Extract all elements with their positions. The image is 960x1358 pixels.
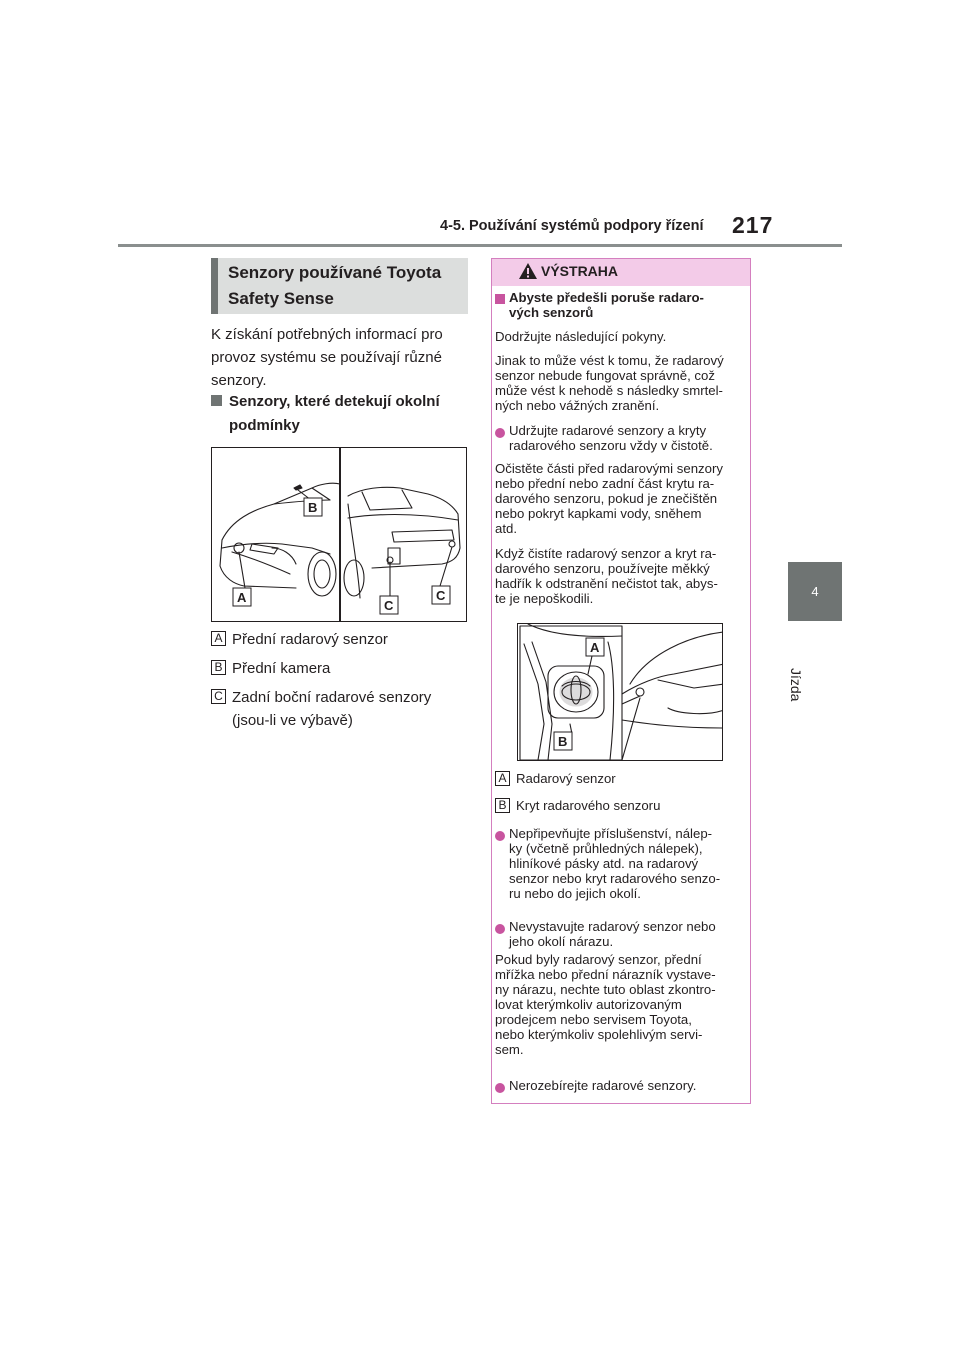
warning-text-line: ných nebo vážných zranění. bbox=[495, 398, 660, 413]
intro-paragraph: K získání potřebných informací pro provoz systému se používají různé senzory. bbox=[211, 326, 443, 389]
chapter-number: 4 bbox=[811, 584, 819, 599]
warning-text-line: ky (včetně průhledných nálepek), bbox=[509, 841, 703, 856]
warning-text-line: Nepřipevňujte příslušenství, nálep- bbox=[509, 826, 713, 841]
grille-illustration bbox=[518, 624, 723, 761]
legend-letter: B bbox=[495, 798, 510, 813]
radar-sensor-figure bbox=[517, 623, 723, 761]
warning-text-line: senzor nebo kryt radarového senzo- bbox=[509, 871, 721, 886]
section-heading-text: Senzory používané Toyota Safety Sense bbox=[228, 263, 442, 308]
legend-item bbox=[495, 771, 735, 788]
warning-text-line: Nerozebírejte radarové senzory. bbox=[509, 1078, 697, 1093]
warning-text-line: darového senzoru, pokud je znečištěn bbox=[495, 491, 718, 506]
warning-text-line: ny nárazu, nechte tuto oblast zkontro- bbox=[495, 982, 716, 997]
warning-text-line: Pokud byly radarový senzor, přední bbox=[495, 952, 702, 967]
chapter-tab bbox=[788, 562, 842, 621]
chapter-label bbox=[788, 624, 830, 702]
warning-text-line: atd. bbox=[495, 521, 517, 536]
warning-text-line: může vést k nehodě s následky smrtel- bbox=[495, 383, 723, 398]
header-rule bbox=[118, 244, 842, 247]
warning-text-line: te je nepoškodili. bbox=[495, 591, 594, 606]
callout-label: B bbox=[308, 500, 318, 515]
round-bullet-icon bbox=[495, 831, 505, 841]
round-bullet-icon bbox=[495, 428, 505, 438]
warning-text-line: hadřík k odstranění nečistot tak, abys- bbox=[495, 576, 718, 591]
warning-text-line: Očistěte části před radarovými senzory bbox=[495, 461, 723, 476]
car-sensor-figure bbox=[211, 447, 467, 622]
legend-letter: A bbox=[211, 631, 226, 646]
warning-triangle-icon bbox=[518, 262, 538, 280]
callout-label: C bbox=[384, 598, 394, 613]
warning-heading-line: Abyste předešli poruše radaro- bbox=[509, 290, 704, 305]
square-bullet-icon bbox=[495, 294, 505, 304]
legend-letter: C bbox=[211, 689, 226, 704]
legend-text: Kryt radarového senzoru bbox=[516, 798, 661, 813]
warning-text-line: prodejcem nebo servisem Toyota, bbox=[495, 1012, 692, 1027]
legend-item bbox=[495, 798, 735, 815]
warning-text-line: lovat kterýmkoliv autorizovaným bbox=[495, 997, 682, 1012]
warning-text-line: Nevystavujte radarový senzor nebo bbox=[509, 919, 716, 934]
callout-label: A bbox=[590, 640, 600, 655]
warning-text-line: nebo pokryt kapkami vody, sněhem bbox=[495, 506, 702, 521]
callout-label: C bbox=[436, 588, 446, 603]
warning-paragraph: Dodržujte následující pokyny. bbox=[495, 329, 667, 344]
warning-text-line: radarového senzoru vždy v čistotě. bbox=[509, 438, 713, 453]
warning-text-line: senzor nebude fungovat správně, což bbox=[495, 368, 715, 383]
sub-heading-text: Senzory, které detekují okolní podmínky bbox=[229, 393, 440, 434]
warning-text-line: sem. bbox=[495, 1042, 524, 1057]
car-illustration bbox=[212, 448, 467, 622]
page-number: 217 bbox=[732, 212, 774, 238]
legend-text: Přední radarový senzor bbox=[232, 631, 388, 648]
warning-text-line: nebo kterýmkoliv spolehlivým servi- bbox=[495, 1027, 703, 1042]
warning-text-line: Udržujte radarové senzory a kryty bbox=[509, 423, 707, 438]
warning-text-line: mřížka nebo přední nárazník vystave- bbox=[495, 967, 716, 982]
legend-text: Přední kamera bbox=[232, 660, 331, 677]
warning-text-line: hliníkové pásky atd. na radarový bbox=[509, 856, 699, 871]
warning-text-line: ru nebo do jejich okolí. bbox=[509, 886, 641, 901]
legend-item bbox=[211, 628, 473, 652]
chapter-label-text: Jízda bbox=[788, 668, 804, 702]
legend-letter: B bbox=[211, 660, 226, 675]
callout-label: A bbox=[237, 590, 247, 605]
legend-item bbox=[211, 686, 473, 736]
square-bullet-icon bbox=[211, 395, 222, 406]
warning-text-line: darového senzoru, používejte měkký bbox=[495, 561, 710, 576]
legend-letter: A bbox=[495, 771, 510, 786]
legend-text: Radarový senzor bbox=[516, 771, 616, 786]
warning-text-line: Jinak to může vést k tomu, že radarový bbox=[495, 353, 724, 368]
section-heading bbox=[211, 258, 468, 314]
round-bullet-icon bbox=[495, 1083, 505, 1093]
warning-text-line: Když čistíte radarový senzor a kryt ra- bbox=[495, 546, 717, 561]
warning-text-line: jeho okolí nárazu. bbox=[509, 934, 614, 949]
warning-title: VÝSTRAHA bbox=[541, 263, 619, 279]
callout-label: B bbox=[558, 734, 568, 749]
warning-text-line: nebo přední nebo zadní část krytu ra- bbox=[495, 476, 715, 491]
round-bullet-icon bbox=[495, 924, 505, 934]
legend-item bbox=[211, 657, 473, 681]
warning-heading-line: vých senzorů bbox=[509, 305, 594, 320]
running-header-title: 4-5. Používání systémů podpory řízení bbox=[440, 218, 704, 234]
legend-text: Zadní boční radarové senzory (jsou-li ve výbavě) bbox=[232, 689, 432, 729]
